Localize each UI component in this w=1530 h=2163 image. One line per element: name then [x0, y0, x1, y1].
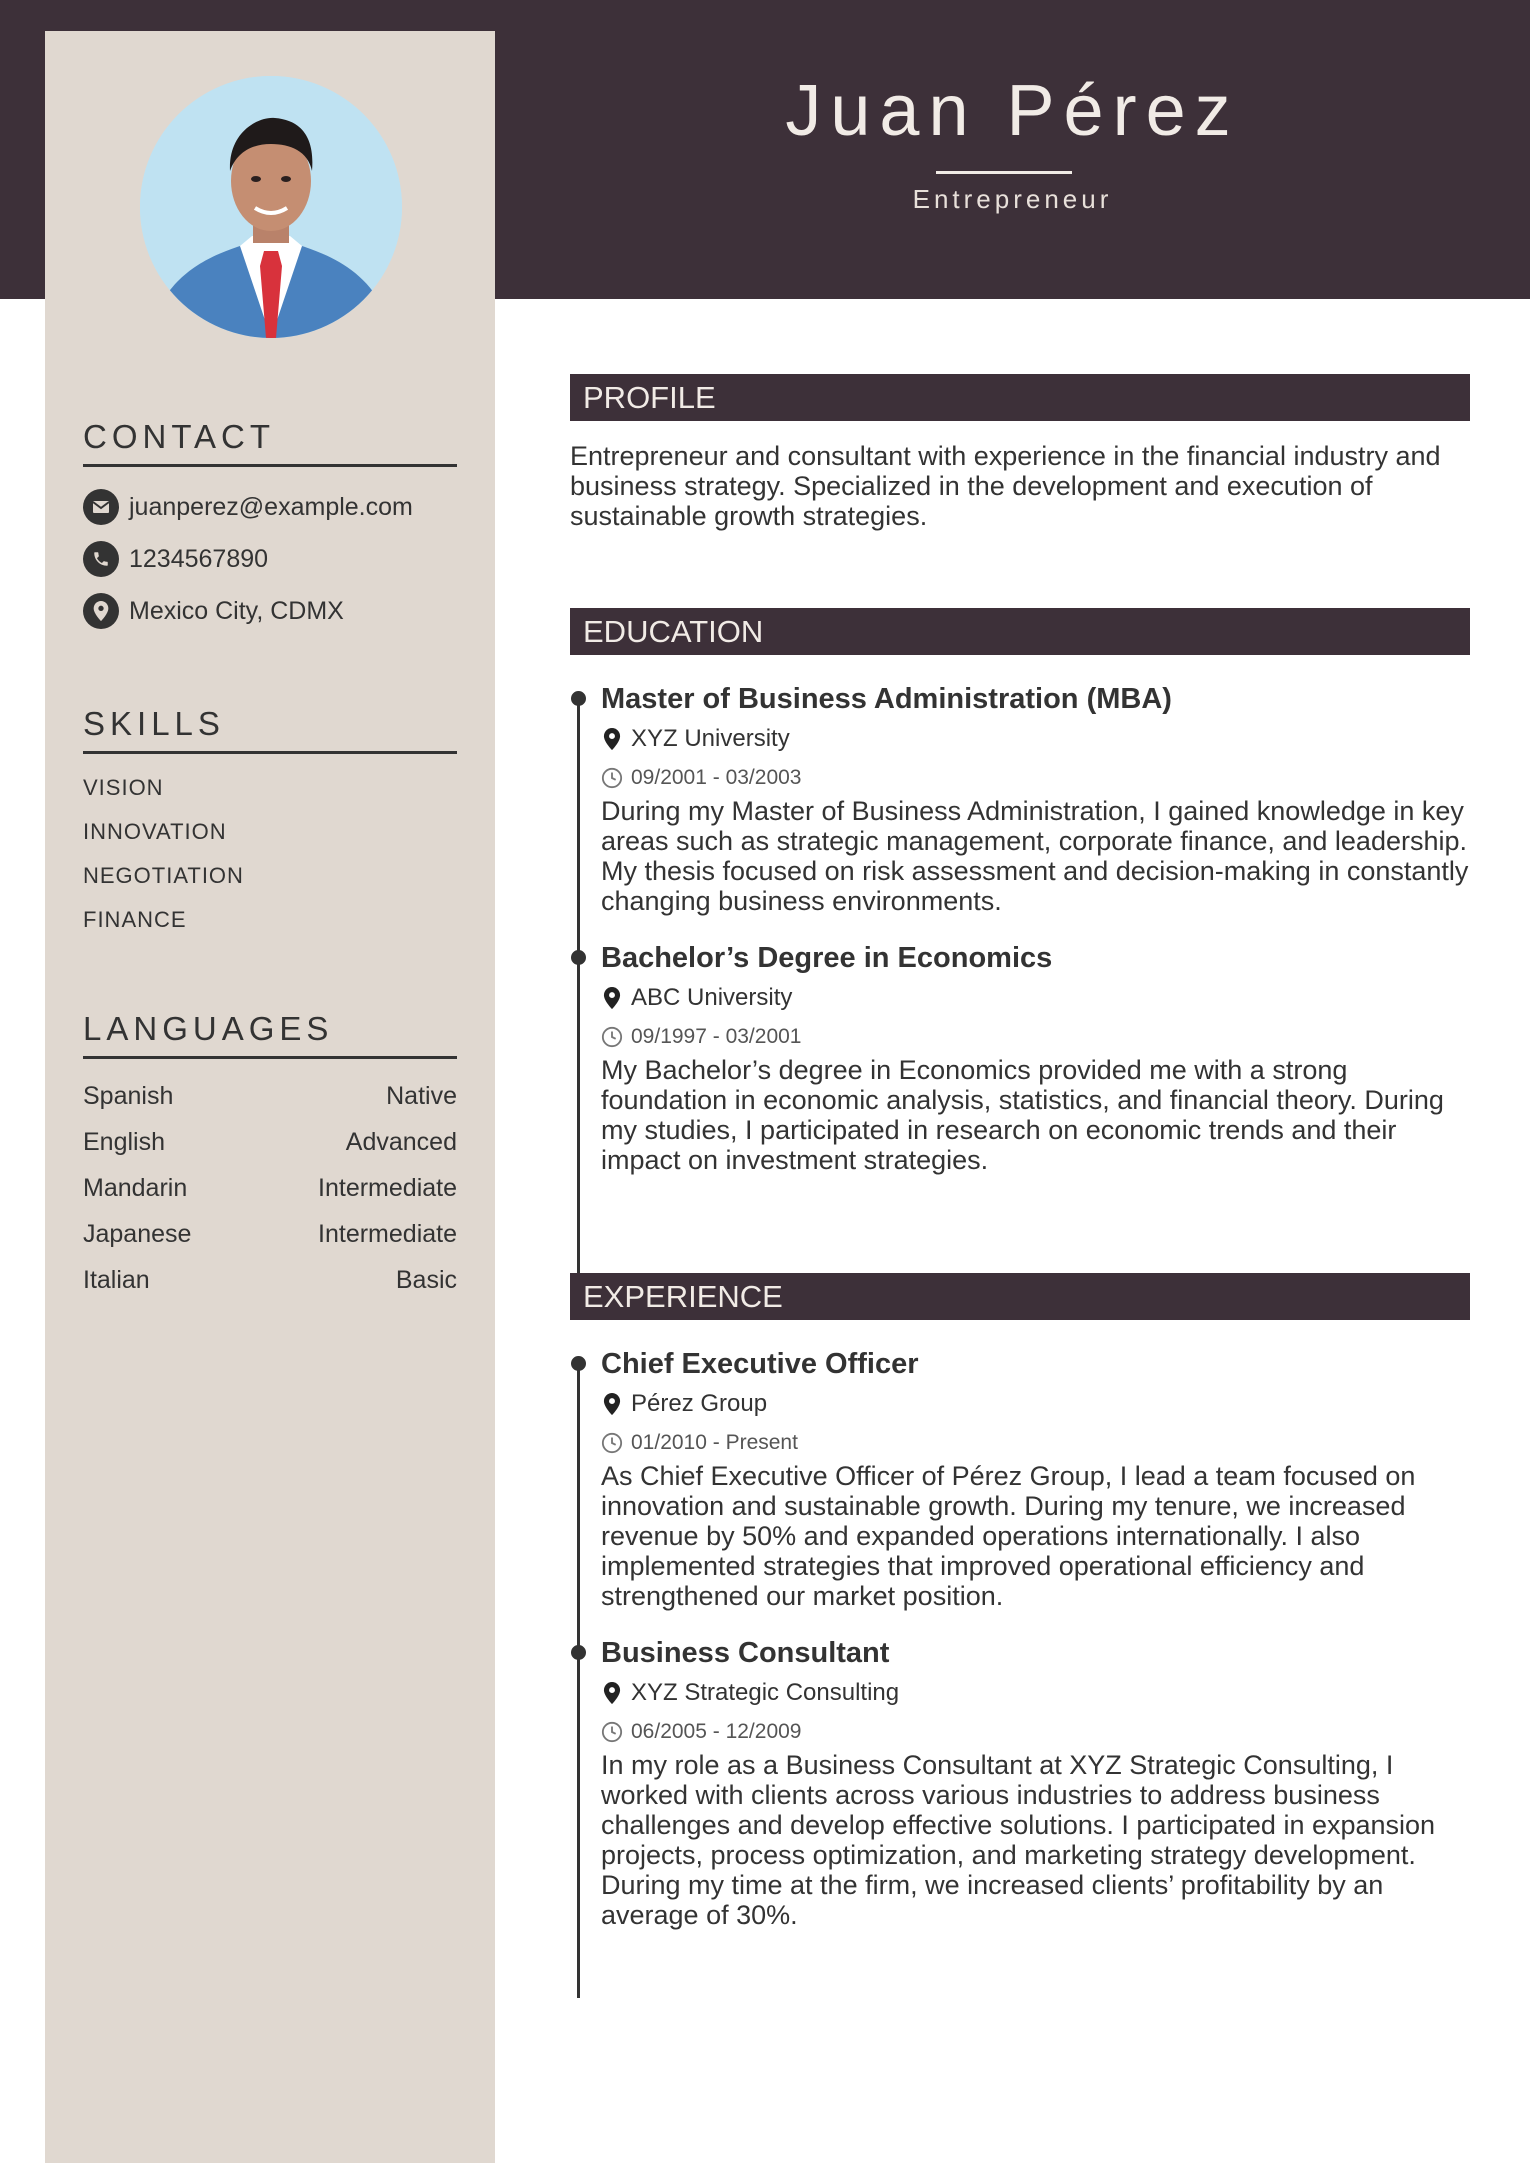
- date-row: [601, 1713, 1470, 1750]
- company-name: Pérez Group: [631, 1390, 768, 1417]
- timeline-dot: [571, 950, 586, 965]
- institution-row: [601, 978, 1470, 1018]
- language-name: English: [83, 1128, 165, 1156]
- experience-heading: EXPERIENCE: [570, 1273, 1470, 1320]
- phone-icon: [83, 541, 119, 577]
- entry-description: As Chief Executive Officer of Pérez Group, I lead a team focused on innovation and sustainable growth. During my tenure, we increased revenue by 50% and expanded operations internationally. I also implemented strategies that improved operational efficiency and strengthened our market position.: [601, 1461, 1416, 1611]
- language-level: Intermediate: [318, 1174, 457, 1202]
- profile-section: [570, 374, 1470, 531]
- degree-title: Bachelor’s Degree in Economics: [601, 942, 1053, 974]
- education-heading: EDUCATION: [570, 608, 1470, 655]
- date-range: 09/2001 - 03/2003: [631, 766, 802, 789]
- language-row: [83, 1257, 457, 1303]
- language-name: Mandarin: [83, 1174, 188, 1202]
- experience-section: [570, 1273, 1470, 1930]
- languages-heading: LANGUAGES: [83, 1010, 457, 1059]
- language-row: [83, 1165, 457, 1211]
- language-row: [83, 1073, 457, 1119]
- contact-section: [83, 418, 457, 637]
- language-name: Japanese: [83, 1220, 192, 1248]
- profile-photo: [140, 76, 402, 338]
- language-name: Italian: [83, 1266, 150, 1294]
- language-level: Basic: [395, 1266, 457, 1294]
- institution-row: [601, 719, 1470, 759]
- language-name: Spanish: [83, 1082, 174, 1110]
- skill-item: VISION: [83, 775, 164, 800]
- entry-description: My Bachelor’s degree in Economics provided me with a strong foundation in economic analysis, statistics, and financial theory. During my studies, I participated in research on economic trends and their impact on investment strategies.: [601, 1055, 1444, 1175]
- location-pin-icon: [601, 987, 623, 1009]
- clock-icon: [601, 1026, 623, 1048]
- degree-title: Master of Business Administration (MBA): [601, 683, 1172, 715]
- candidate-title: Entrepreneur: [912, 184, 1113, 214]
- email-icon: [83, 489, 119, 525]
- institution-name: XYZ University: [631, 725, 790, 752]
- name-divider: [936, 171, 1072, 174]
- contact-phone[interactable]: 1234567890: [129, 544, 269, 573]
- location-pin-icon: [601, 1393, 623, 1415]
- location-pin-icon: [83, 593, 119, 629]
- language-row: [83, 1211, 457, 1257]
- company-row: [601, 1673, 1470, 1713]
- contact-email[interactable]: juanperez@example.com: [129, 492, 413, 521]
- language-level: Intermediate: [318, 1220, 457, 1248]
- language-level: Native: [386, 1082, 457, 1110]
- date-row: [601, 1424, 1470, 1461]
- company-row: [601, 1384, 1470, 1424]
- date-row: [601, 1018, 1470, 1055]
- timeline-dot: [571, 691, 586, 706]
- experience-entry: [570, 1344, 1470, 1611]
- location-pin-icon: [601, 1682, 623, 1704]
- institution-name: ABC University: [631, 984, 793, 1011]
- skill-item: FINANCE: [83, 907, 187, 932]
- candidate-name: Juan Pérez: [785, 71, 1240, 151]
- date-row: [601, 759, 1470, 796]
- date-range: 09/1997 - 03/2001: [631, 1025, 802, 1048]
- contact-email-row: [83, 481, 457, 533]
- contact-heading: CONTACT: [83, 418, 457, 467]
- profile-heading: PROFILE: [570, 374, 1470, 421]
- experience-timeline: [570, 1344, 1470, 1930]
- date-range: 01/2010 - Present: [631, 1431, 798, 1454]
- contact-phone-row: [83, 533, 457, 585]
- company-name: XYZ Strategic Consulting: [631, 1679, 900, 1706]
- education-section: [570, 608, 1470, 1175]
- skills-heading: SKILLS: [83, 705, 457, 754]
- experience-entry: [570, 1633, 1470, 1930]
- profile-summary: Entrepreneur and consultant with experience in the financial industry and business strategy. Specialized in the development and execution of sustainable growth strategies.: [570, 441, 1441, 531]
- language-row: [83, 1119, 457, 1165]
- education-timeline: [570, 679, 1470, 1175]
- timeline-dot: [571, 1356, 586, 1371]
- education-entry: [570, 938, 1470, 1175]
- entry-description: During my Master of Business Administration, I gained knowledge in key areas such as strategic management, corporate finance, and leadership. My thesis focused on risk assessment and decision-making in constantly changing business environments.: [601, 796, 1469, 916]
- timeline-dot: [571, 1645, 586, 1660]
- date-range: 06/2005 - 12/2009: [631, 1720, 802, 1743]
- languages-section: [83, 1010, 457, 1303]
- entry-description: In my role as a Business Consultant at XYZ Strategic Consulting, I worked with clients across various industries to address business challenges and develop effective solutions. I participated in expansion projects, process optimization, and marketing strategy development. During my time at the firm, we increased clients’ profitability by an average of 30%.: [601, 1750, 1436, 1930]
- skills-section: [83, 705, 457, 942]
- clock-icon: [601, 767, 623, 789]
- skill-item: INNOVATION: [83, 819, 227, 844]
- clock-icon: [601, 1721, 623, 1743]
- contact-location: Mexico City, CDMX: [129, 596, 344, 625]
- skill-item: NEGOTIATION: [83, 863, 244, 888]
- contact-location-row: [83, 585, 457, 637]
- job-title: Chief Executive Officer: [601, 1348, 919, 1380]
- job-title: Business Consultant: [601, 1637, 890, 1669]
- education-entry: [570, 679, 1470, 916]
- clock-icon: [601, 1432, 623, 1454]
- language-level: Advanced: [345, 1128, 457, 1156]
- location-pin-icon: [601, 728, 623, 750]
